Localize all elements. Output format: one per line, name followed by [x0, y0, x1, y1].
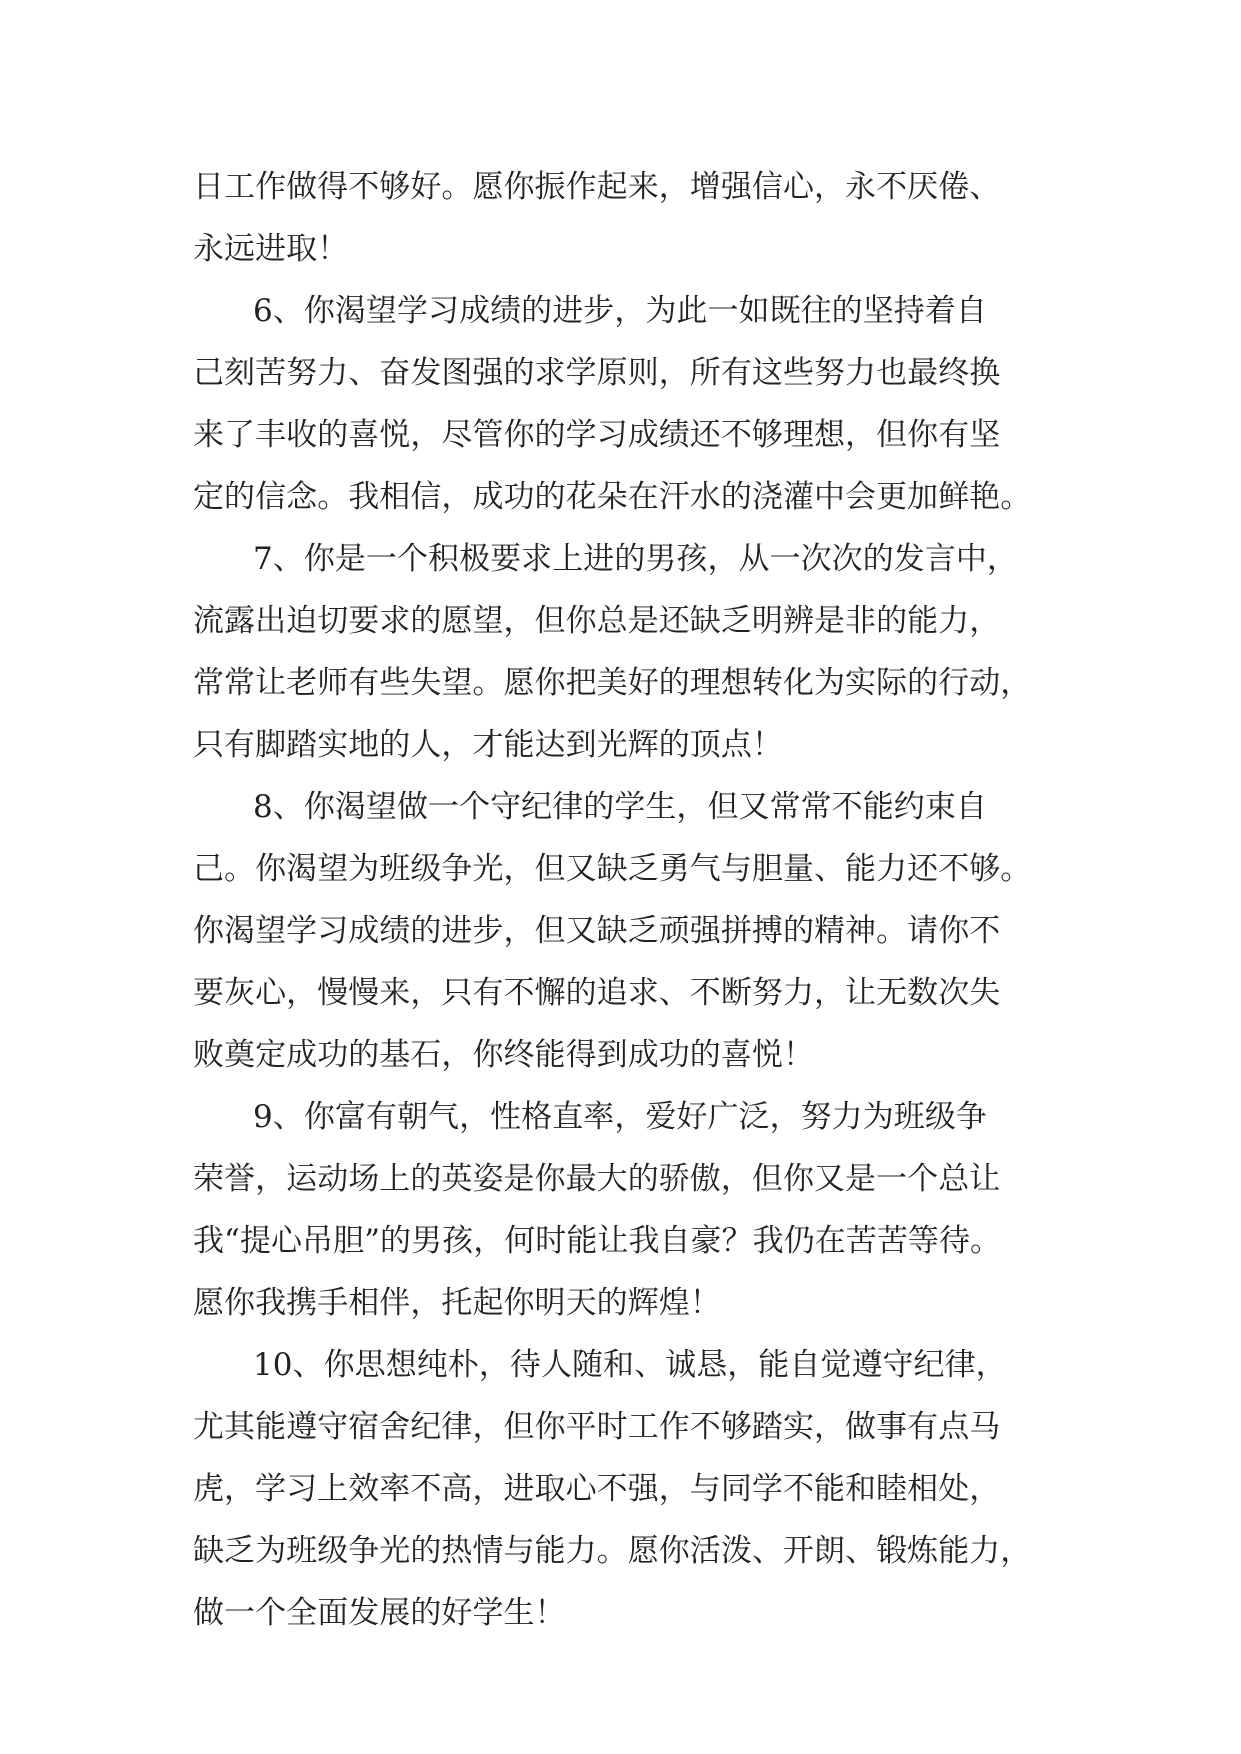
text-line: 做一个全面发展的好学生！: [193, 1595, 566, 1631]
document-body: [193, 156, 1065, 1644]
paragraph-10-first-line: 10、你思想纯朴，待人随和、诚恳，能自觉遵守纪律，: [253, 1347, 1007, 1383]
text-line: 己刻苦努力、奋发图强的求学原则，所有这些努力也最终换: [193, 355, 1001, 391]
text-line: 要灰心，慢慢来，只有不懈的追求、不断努力，让无数次失: [193, 975, 1001, 1011]
text-line: 败奠定成功的基石，你终能得到成功的喜悦！: [193, 1037, 814, 1073]
text-line: 常常让老师有些失望。愿你把美好的理想转化为实际的行动，: [193, 665, 1032, 701]
text-line: 尤其能遵守宿舍纪律，但你平时工作不够踏实，做事有点马: [193, 1409, 1001, 1445]
paragraph-8-first-line: 8、你渴望做一个守纪律的学生，但又常常不能约束自: [253, 789, 987, 825]
text-line: 荣誉，运动场上的英姿是你最大的骄傲，但你又是一个总让: [193, 1161, 1001, 1197]
text-line: 愿你我携手相伴，托起你明天的辉煌！: [193, 1285, 721, 1321]
text-line: 永远进取！: [193, 231, 349, 267]
text-line: 缺乏为班级争光的热情与能力。愿你活泼、开朗、锻炼能力，: [193, 1533, 1032, 1569]
text-line: 我“提心吊胆”的男孩，何时能让我自豪？我仍在苦苦等待。: [193, 1223, 1002, 1259]
text-line: 流露出迫切要求的愿望，但你总是还缺乏明辨是非的能力，: [193, 603, 1001, 639]
text-line: 你渴望学习成绩的进步，但又缺乏顽强拼搏的精神。请你不: [193, 913, 1001, 949]
paragraph-9-first-line: 9、你富有朝气，性格直率，爱好广泛，努力为班级争: [253, 1099, 987, 1135]
paragraph-7-first-line: 7、你是一个积极要求上进的男孩，从一次次的发言中，: [253, 541, 1018, 577]
paragraph-6-first-line: 6、你渴望学习成绩的进步，为此一如既往的坚持着自: [253, 293, 987, 329]
text-line: 己。你渴望为班级争光，但又缺乏勇气与胆量、能力还不够。: [193, 851, 1032, 887]
text-line: 日工作做得不够好。愿你振作起来，增强信心，永不厌倦、: [193, 169, 1001, 205]
text-line: 定的信念。我相信，成功的花朵在汗水的浇灌中会更加鲜艳。: [193, 479, 1032, 515]
text-line: 来了丰收的喜悦，尽管你的学习成绩还不够理想，但你有坚: [193, 417, 1001, 453]
text-line: 虎，学习上效率不高，进取心不强，与同学不能和睦相处，: [193, 1471, 1001, 1507]
text-line: 只有脚踏实地的人，才能达到光辉的顶点！: [193, 727, 783, 763]
